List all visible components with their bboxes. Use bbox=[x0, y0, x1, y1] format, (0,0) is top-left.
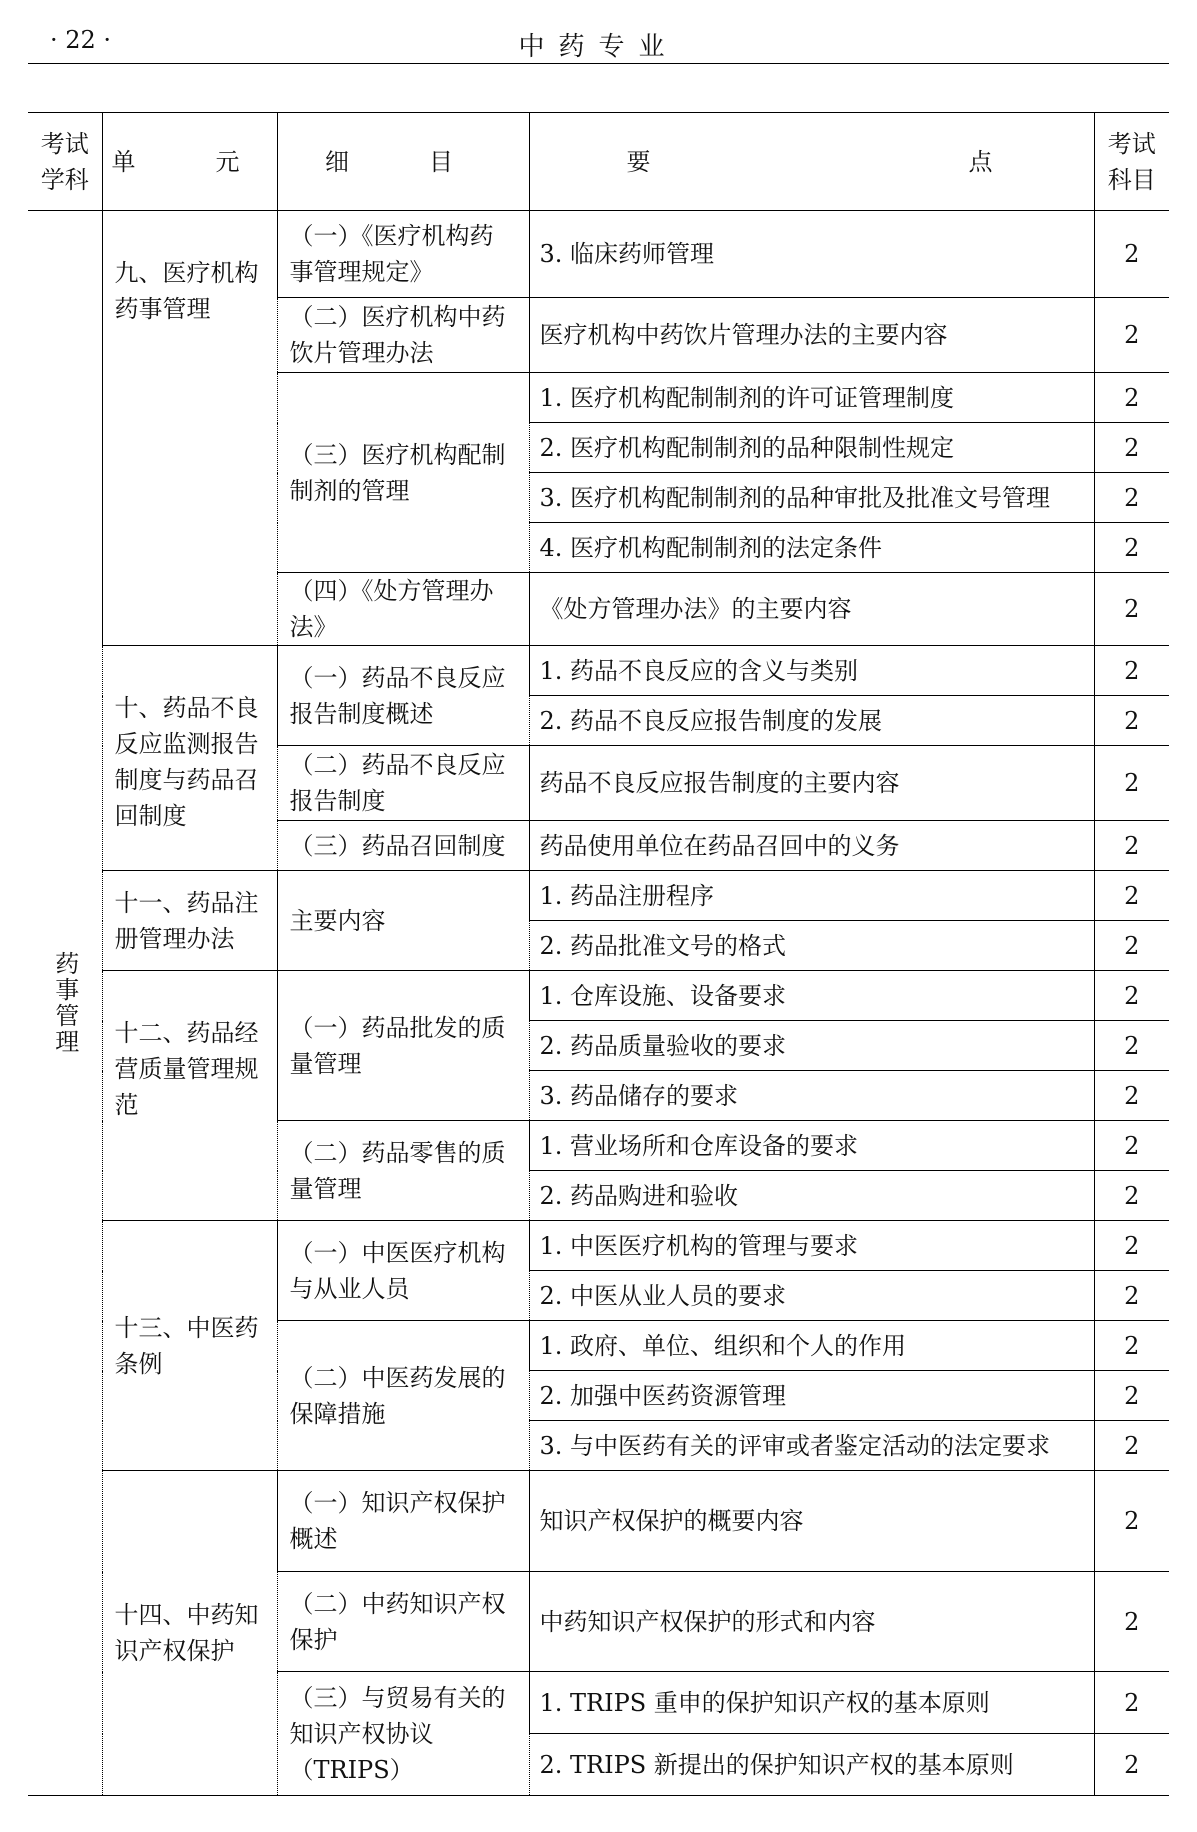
subject-label: 药事管理 bbox=[50, 951, 79, 1055]
unit-cell: 十四、中药知识产权保护 bbox=[102, 1471, 277, 1796]
item-cell: （二）中医药发展的保障措施 bbox=[277, 1321, 529, 1471]
item-cell: （二）医疗机构中药饮片管理办法 bbox=[277, 298, 529, 373]
unit-cell: 十、药品不良反应监测报告制度与药品召回制度 bbox=[102, 646, 277, 871]
score-cell: 2 bbox=[1094, 373, 1169, 423]
point-cell: 2. 药品批准文号的格式 bbox=[529, 921, 1094, 971]
score-cell: 2 bbox=[1094, 821, 1169, 871]
score-cell: 2 bbox=[1094, 1672, 1169, 1734]
score-cell: 2 bbox=[1094, 921, 1169, 971]
score-cell: 2 bbox=[1094, 423, 1169, 473]
point-cell: 1. 药品不良反应的含义与类别 bbox=[529, 646, 1094, 696]
score-cell: 2 bbox=[1094, 1421, 1169, 1471]
table-row bbox=[28, 211, 1169, 298]
table-header-row bbox=[28, 113, 1169, 211]
score-cell: 2 bbox=[1094, 1734, 1169, 1796]
score-cell: 2 bbox=[1094, 1371, 1169, 1421]
point-cell: 2. 药品购进和验收 bbox=[529, 1171, 1094, 1221]
score-cell: 2 bbox=[1094, 473, 1169, 523]
score-cell: 2 bbox=[1094, 1221, 1169, 1271]
item-cell: （一）《医疗机构药事管理规定》 bbox=[277, 211, 529, 298]
point-cell: 药品使用单位在药品召回中的义务 bbox=[529, 821, 1094, 871]
item-cell: 主要内容 bbox=[277, 871, 529, 971]
score-cell: 2 bbox=[1094, 746, 1169, 821]
point-cell: 2. 中医从业人员的要求 bbox=[529, 1271, 1094, 1321]
point-cell: 中药知识产权保护的形式和内容 bbox=[529, 1572, 1094, 1672]
table-row bbox=[28, 646, 1169, 696]
unit-cell: 十二、药品经营质量管理规范 bbox=[102, 971, 277, 1221]
item-cell: （一）中医医疗机构与从业人员 bbox=[277, 1221, 529, 1321]
running-title: 中药专业 bbox=[518, 32, 679, 62]
score-cell: 2 bbox=[1094, 1471, 1169, 1572]
table-row bbox=[28, 1221, 1169, 1271]
point-cell: 2. 药品质量验收的要求 bbox=[529, 1021, 1094, 1071]
point-cell: 1. 仓库设施、设备要求 bbox=[529, 971, 1094, 1021]
table-row bbox=[28, 971, 1169, 1021]
unit-cell: 十一、药品注册管理办法 bbox=[102, 871, 277, 971]
score-cell: 2 bbox=[1094, 298, 1169, 373]
point-cell: 2. 药品不良反应报告制度的发展 bbox=[529, 696, 1094, 746]
point-cell: 1. 中医医疗机构的管理与要求 bbox=[529, 1221, 1094, 1271]
item-cell: （二）药品不良反应报告制度 bbox=[277, 746, 529, 821]
score-cell: 2 bbox=[1094, 971, 1169, 1021]
point-cell: 药品不良反应报告制度的主要内容 bbox=[529, 746, 1094, 821]
score-cell: 2 bbox=[1094, 523, 1169, 573]
score-cell: 2 bbox=[1094, 1171, 1169, 1221]
header-rule bbox=[28, 63, 1169, 64]
point-cell: 1. TRIPS 重申的保护知识产权的基本原则 bbox=[529, 1672, 1094, 1734]
item-cell: （三）药品召回制度 bbox=[277, 821, 529, 871]
point-cell: 4. 医疗机构配制制剂的法定条件 bbox=[529, 523, 1094, 573]
subject-cell bbox=[28, 211, 102, 1796]
score-cell: 2 bbox=[1094, 646, 1169, 696]
header-unit: 单 元 bbox=[102, 113, 277, 211]
point-cell: 2. 加强中医药资源管理 bbox=[529, 1371, 1094, 1421]
point-cell: 知识产权保护的概要内容 bbox=[529, 1471, 1094, 1572]
header-point: 要 点 bbox=[529, 113, 1094, 211]
page-header bbox=[28, 18, 1169, 64]
point-cell: 《处方管理办法》的主要内容 bbox=[529, 573, 1094, 646]
item-cell: （二）药品零售的质量管理 bbox=[277, 1121, 529, 1221]
item-cell: （三）与贸易有关的知识产权协议（TRIPS） bbox=[277, 1672, 529, 1796]
score-cell: 2 bbox=[1094, 1321, 1169, 1371]
score-cell: 2 bbox=[1094, 1121, 1169, 1171]
table-row bbox=[28, 871, 1169, 921]
point-cell: 1. 政府、单位、组织和个人的作用 bbox=[529, 1321, 1094, 1371]
score-cell: 2 bbox=[1094, 1271, 1169, 1321]
header-subject: 考试学科 bbox=[28, 113, 102, 211]
point-cell: 3. 临床药师管理 bbox=[529, 211, 1094, 298]
score-cell: 2 bbox=[1094, 211, 1169, 298]
point-cell: 医疗机构中药饮片管理办法的主要内容 bbox=[529, 298, 1094, 373]
point-cell: 3. 医疗机构配制制剂的品种审批及批准文号管理 bbox=[529, 473, 1094, 523]
score-cell: 2 bbox=[1094, 573, 1169, 646]
item-cell: （二）中药知识产权保护 bbox=[277, 1572, 529, 1672]
header-exam: 考试科目 bbox=[1094, 113, 1169, 211]
page-number: · 22 · bbox=[50, 26, 112, 54]
item-cell: （一）药品批发的质量管理 bbox=[277, 971, 529, 1121]
score-cell: 2 bbox=[1094, 1071, 1169, 1121]
item-cell: （一）药品不良反应报告制度概述 bbox=[277, 646, 529, 746]
score-cell: 2 bbox=[1094, 1021, 1169, 1071]
score-cell: 2 bbox=[1094, 871, 1169, 921]
score-cell: 2 bbox=[1094, 696, 1169, 746]
point-cell: 2. TRIPS 新提出的保护知识产权的基本原则 bbox=[529, 1734, 1094, 1796]
point-cell: 3. 与中医药有关的评审或者鉴定活动的法定要求 bbox=[529, 1421, 1094, 1471]
table-row bbox=[28, 1471, 1169, 1572]
score-cell: 2 bbox=[1094, 1572, 1169, 1672]
unit-cell: 九、医疗机构药事管理 bbox=[102, 211, 277, 646]
header-item: 细 目 bbox=[277, 113, 529, 211]
item-cell: （四）《处方管理办法》 bbox=[277, 573, 529, 646]
item-cell: （三）医疗机构配制制剂的管理 bbox=[277, 373, 529, 573]
point-cell: 2. 医疗机构配制制剂的品种限制性规定 bbox=[529, 423, 1094, 473]
item-cell: （一）知识产权保护概述 bbox=[277, 1471, 529, 1572]
point-cell: 1. 营业场所和仓库设备的要求 bbox=[529, 1121, 1094, 1171]
syllabus-table bbox=[28, 112, 1169, 1796]
point-cell: 1. 药品注册程序 bbox=[529, 871, 1094, 921]
unit-cell: 十三、中医药条例 bbox=[102, 1221, 277, 1471]
point-cell: 3. 药品储存的要求 bbox=[529, 1071, 1094, 1121]
point-cell: 1. 医疗机构配制制剂的许可证管理制度 bbox=[529, 373, 1094, 423]
